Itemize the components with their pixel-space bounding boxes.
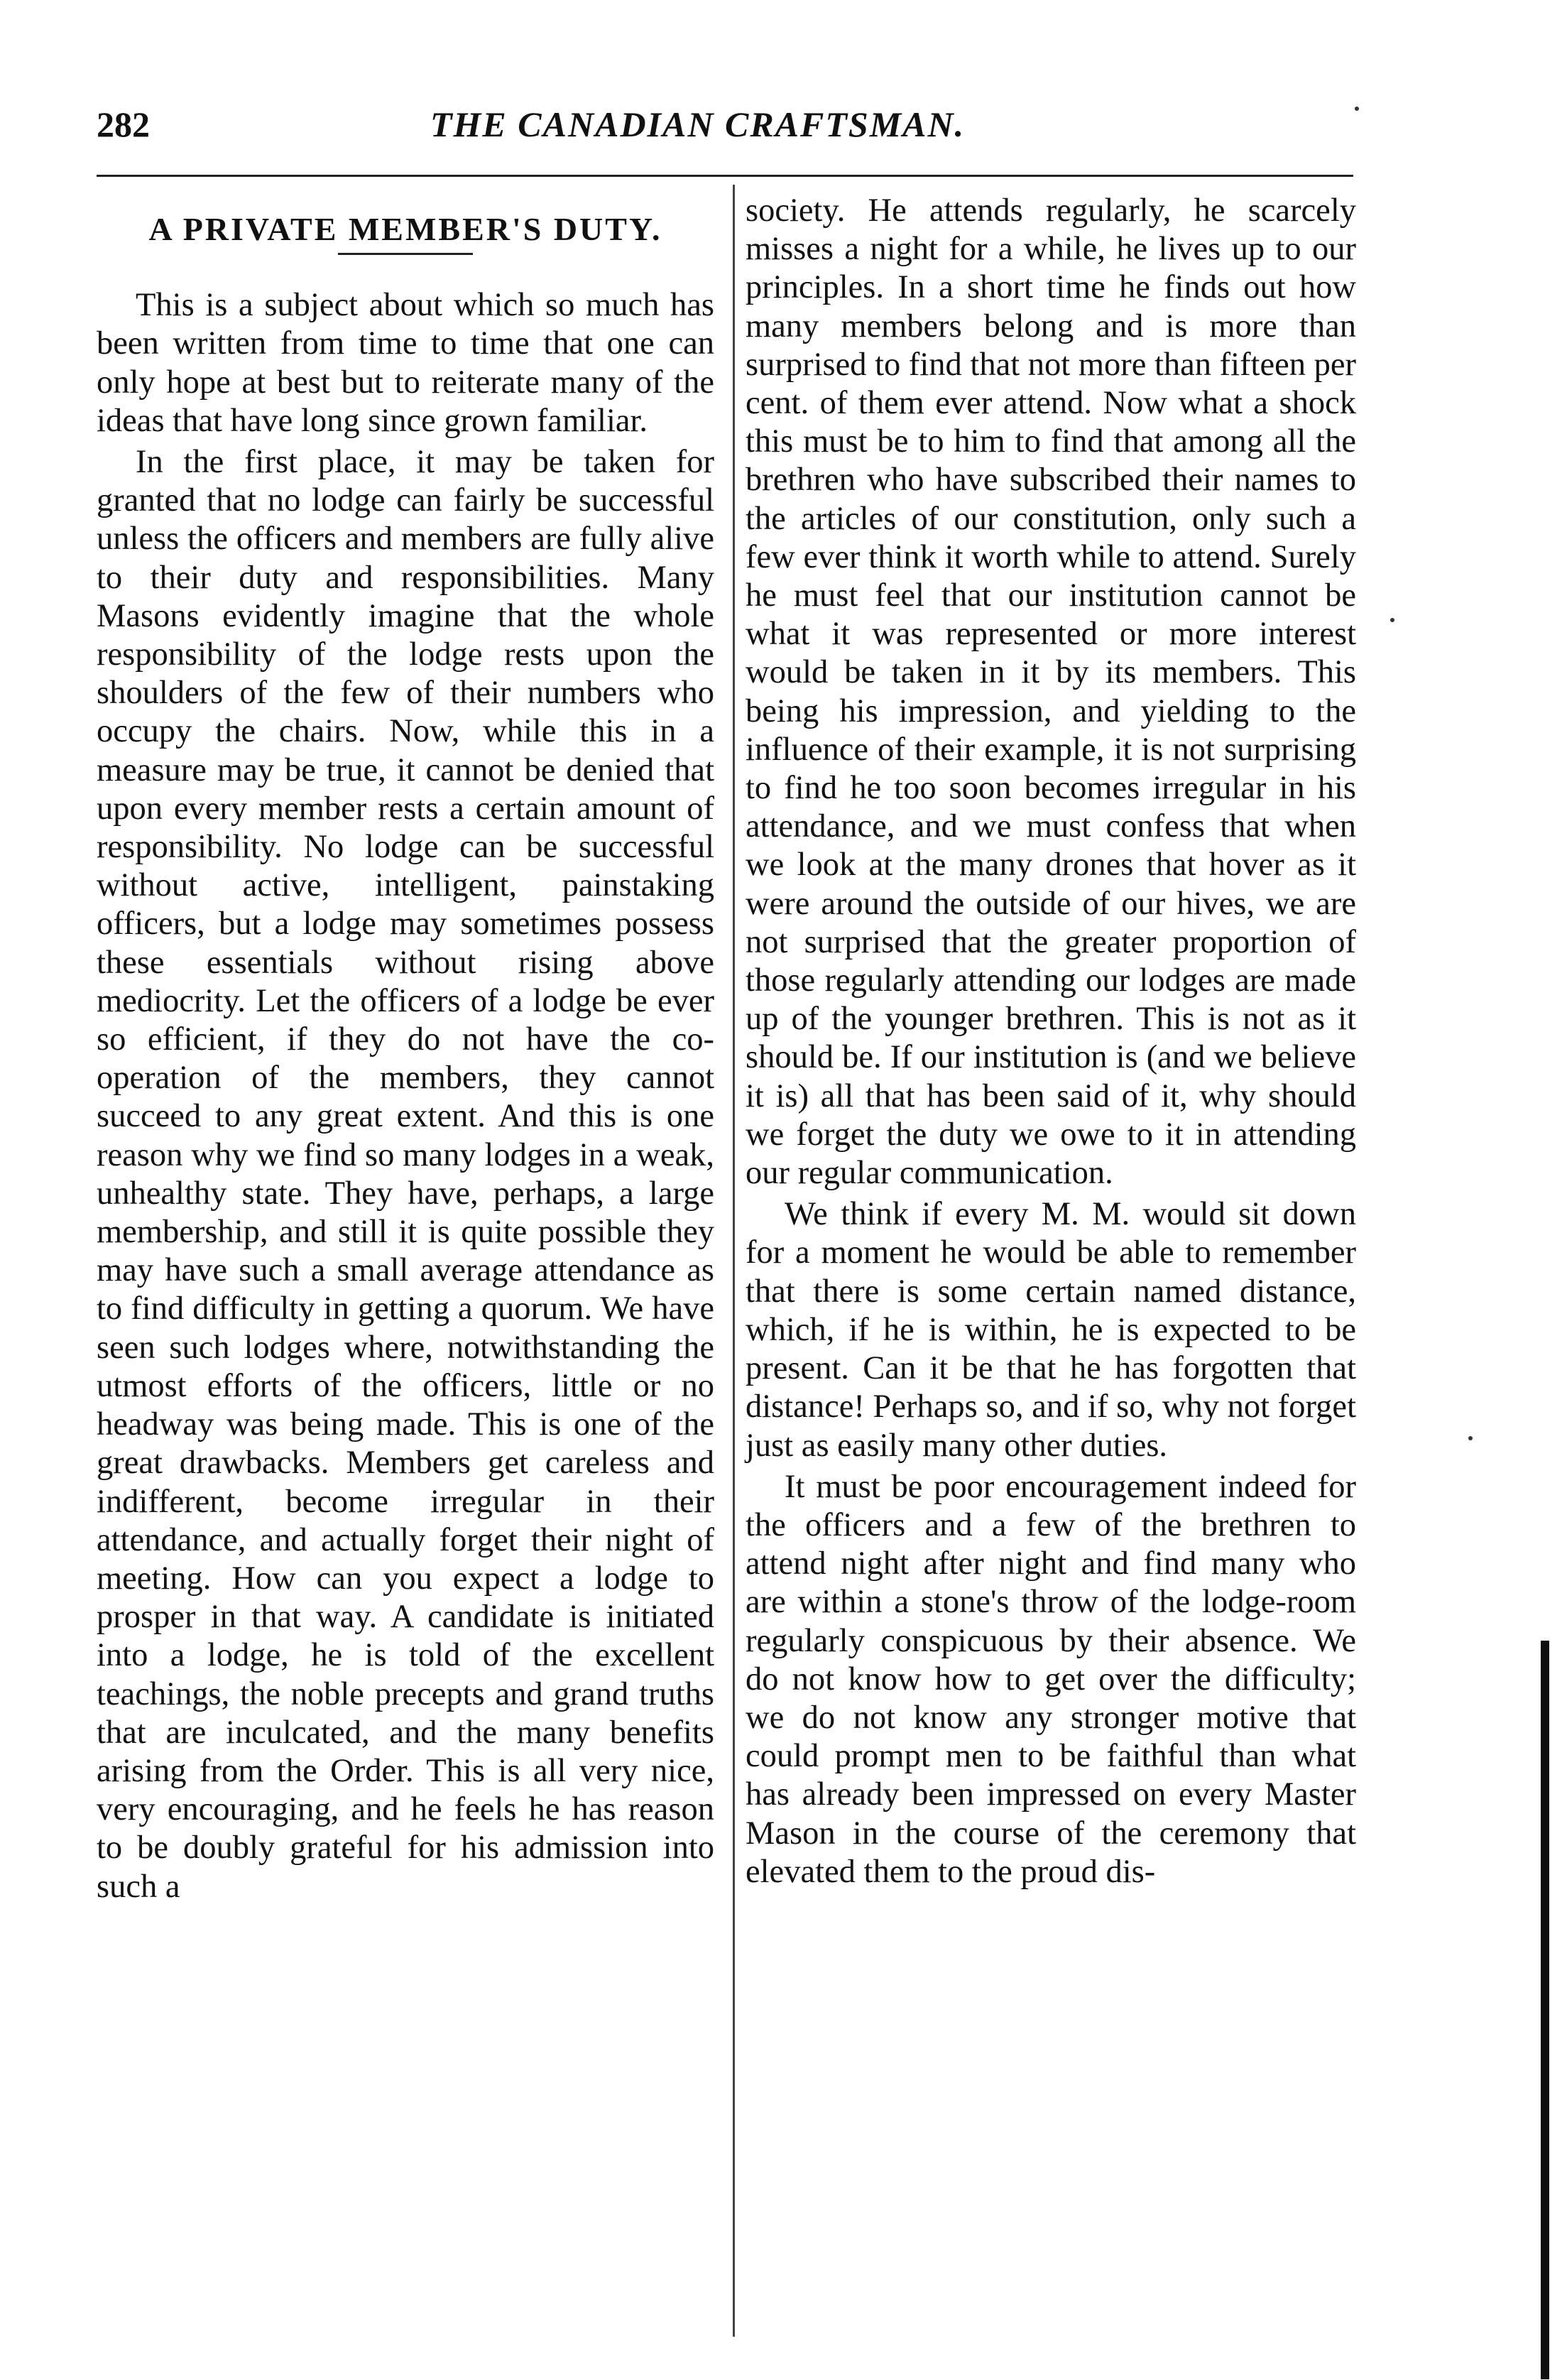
scan-speck bbox=[1355, 107, 1359, 111]
paragraph: It must be poor encouragement indeed for the officers and a few of the brethren to attend night after night and find many who are within a stone's throw of the lodge-room regularly conspicuous by their absence. We do not know how to get over the difficulty; we do not know any stronger motive that could prompt men to be faithful than what has already been impressed on every Master Mason in the course of the ceremony that elevated them to the proud dis- bbox=[746, 1468, 1356, 1890]
title-rule bbox=[338, 253, 473, 255]
left-column bbox=[97, 192, 714, 1906]
page-number: 282 bbox=[97, 104, 150, 144]
scan-speck bbox=[1390, 618, 1394, 622]
scan-speck bbox=[1468, 1436, 1473, 1440]
column-divider bbox=[733, 185, 735, 2337]
running-head bbox=[97, 104, 1353, 168]
right-column bbox=[746, 192, 1356, 1891]
journal-title: THE CANADIAN CRAFTSMAN. bbox=[430, 104, 966, 144]
article-title: A PRIVATE MEMBER'S DUTY. bbox=[148, 211, 662, 247]
paragraph: We think if every M. M. would sit down for a moment he would be able to remember that there is some certain named distance, which, if he is within, he is expected to be present. Can it be that he has forgotten that distance! Perhaps so, and if so, why not forget just as easily many other duties. bbox=[746, 1196, 1356, 1464]
paragraph-continued: society. He attends regularly, he scarcely misses a night for a while, he lives up to our principles. In a short time he finds out how many members belong and is more than surprised to find that not more than fifteen per cent. of them ever attend. Now what a shock this must be to him to find that among all the brethren who have subscribed their names to the articles of our constitution, only such a few ever think it worth while to attend. Surely he must feel that our institution cannot be what it was represented or more interest would be taken in it by its members. This being his impression, and yielding to the influence of their example, it is not surprising to find he too soon becomes irregular in his attendance, and we must confess that when we look at the many drones that hover as it were around the outside of our hives, we are not surprised that the greater proportion of those regularly attending our lodges are made up of the younger brethren. This is not as it should be. If our institution is (and we believe it is) all that has been said of it, why should we forget the duty we owe to it in attending our regular communication. bbox=[746, 192, 1357, 1192]
header-rule bbox=[97, 175, 1353, 177]
scan-edge-bar bbox=[1541, 1641, 1549, 2379]
paragraph: This is a subject about which so much has been written from time to time that one can only hope at best but to reiterate many of the ideas that have long since grown familiar. bbox=[97, 287, 714, 439]
paragraph: In the first place, it may be taken for granted that no lodge can fairly be successful unless the officers and members are fully alive to their duty and responsibilities. Many Masons evidently imagine that the whole responsibility of the lodge rests upon the shoulders of the few of their numbers who occupy the chairs. Now, while this in a measure may be true, it cannot be denied that upon every member rests a certain amount of responsibility. No lodge can be successful without active, intelligent, painstaking officers, but a lodge may sometimes possess these essentials without rising above mediocrity. Let the officers of a lodge be ever so efficient, if they do not have the co-operation of the members, they cannot succeed to any great extent. And this is one reason why we find so many lodges in a weak, unhealthy state. They have, perhaps, a large membership, and still it is quite possible they may have such a small average attendance as to find difficulty in getting a quorum. We have seen such lodges where, notwithstanding the utmost efforts of the officers, little or no headway was being made. This is one of the great drawbacks. Members get careless and indifferent, become irregular in their attendance, and actually forget their night of meeting. How can you expect a lodge to prosper in that way. A candidate is initiated into a lodge, he is told of the excellent teachings, the noble precepts and grand truths that are inculcated, and the many benefits arising from the Order. This is all very nice, very encouraging, and he feels he has reason to be doubly grateful for his admission into such a bbox=[97, 444, 714, 1905]
